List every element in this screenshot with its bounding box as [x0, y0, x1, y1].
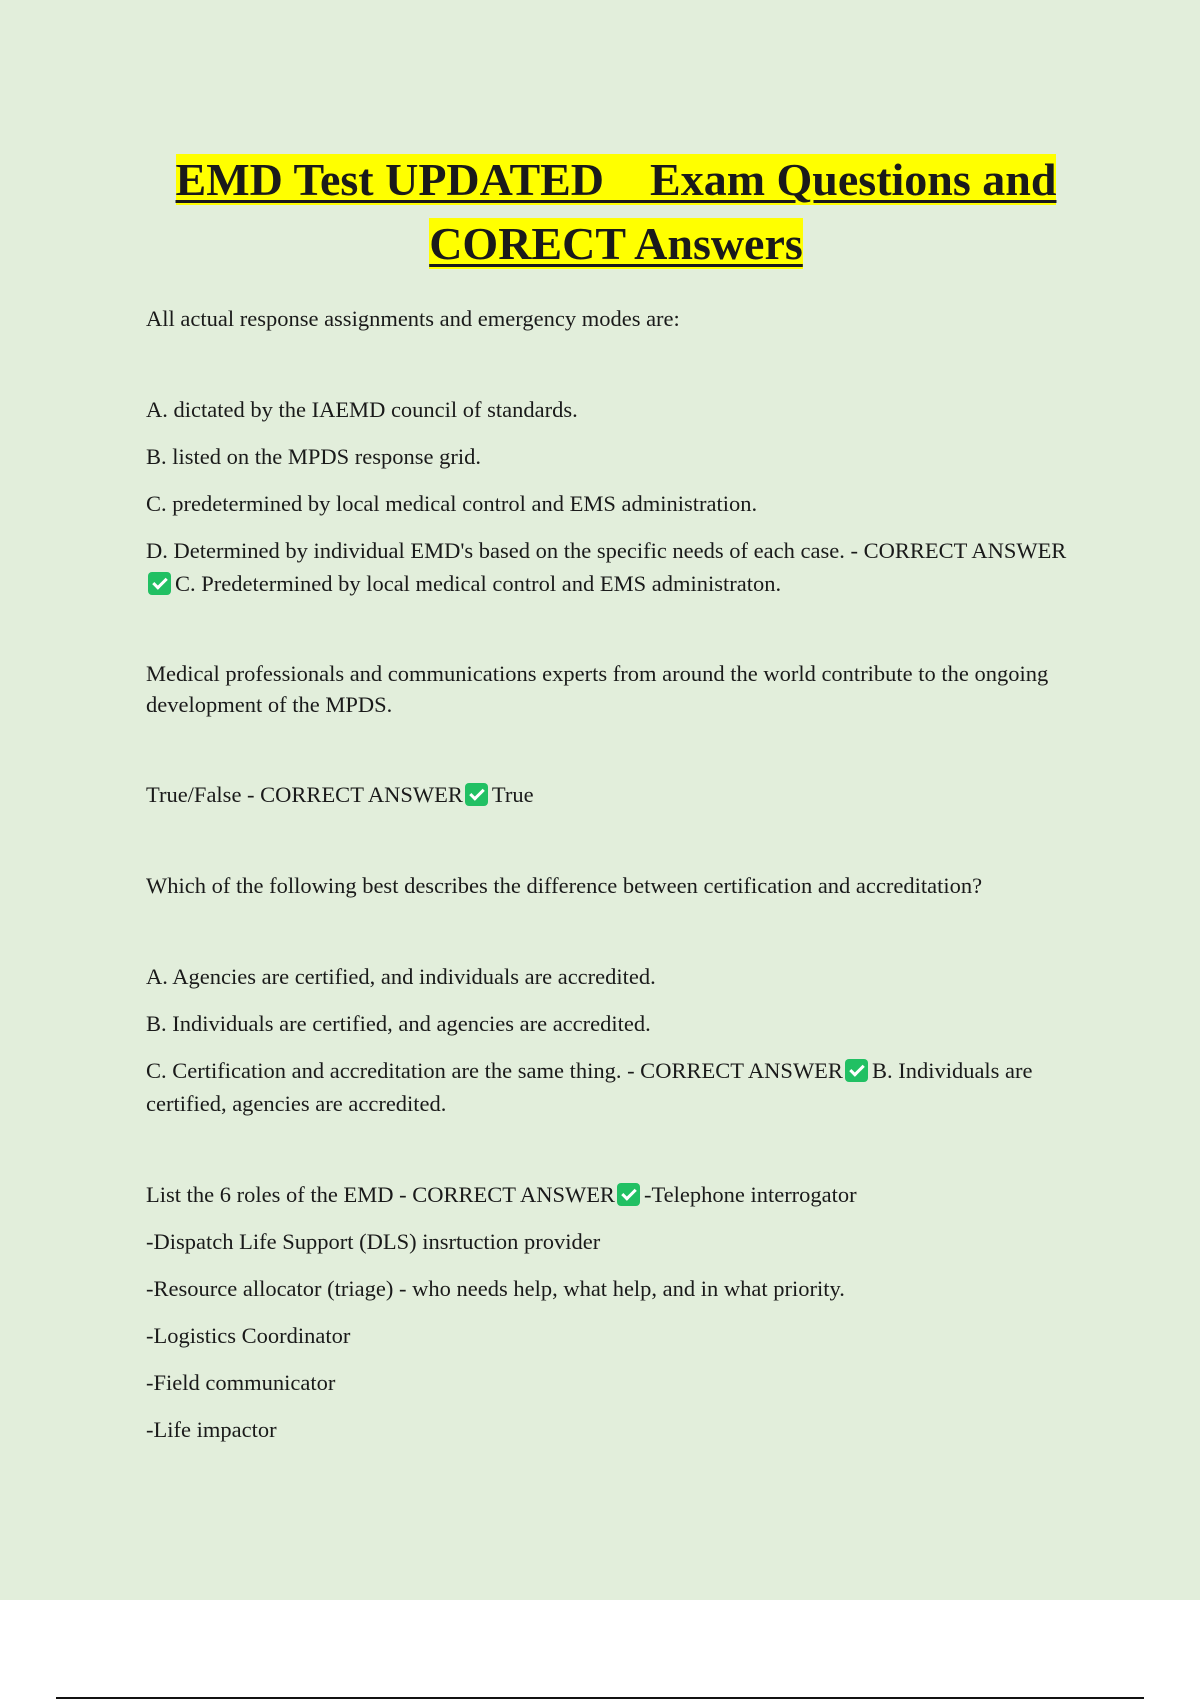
check-icon — [148, 572, 171, 595]
question-2-lead: True/False - CORRECT ANSWER — [146, 782, 463, 807]
question-4-line — [146, 1178, 1086, 1211]
question-3-prompt: Which of the following best describes the difference between certification and accreditation? — [146, 873, 983, 898]
page-divider — [56, 1697, 1144, 1699]
question-3-option-c-text: C. Certification and accreditation are the same thing. - CORRECT ANSWER — [146, 1058, 843, 1083]
title-line-2: CORECT Answers — [429, 218, 803, 269]
question-2-answer-line — [146, 778, 1086, 811]
question-4-role-3: -Resource allocator (triage) - who needs help, what help, and in what priority. — [146, 1276, 845, 1301]
question-1-option-a: A. dictated by the IAEMD council of standards. — [146, 397, 578, 422]
question-1-prompt: All actual response assignments and emergency modes are: — [146, 306, 680, 331]
document-content — [146, 148, 1086, 1446]
question-4-lead: List the 6 roles of the EMD - CORRECT ANSWER — [146, 1182, 615, 1207]
question-1-answer: C. Predetermined by local medical control and EMS administraton. — [175, 571, 782, 596]
title-line-1: EMD Test UPDATED Exam Questions and — [175, 154, 1057, 205]
question-4-role-1: -Telephone interrogator — [643, 1182, 857, 1207]
question-3-option-b: B. Individuals are certified, and agencies are accredited. — [146, 1011, 651, 1036]
question-3-answer: B. Individuals are certified, agencies are accredited. — [146, 1058, 1033, 1116]
check-icon — [617, 1183, 640, 1206]
question-4-role-4: -Logistics Coordinator — [146, 1323, 351, 1348]
question-3-option-a: A. Agencies are certified, and individuals are accredited. — [146, 964, 656, 989]
check-icon — [465, 783, 488, 806]
question-1-option-d-text: D. Determined by individual EMD's based on the specific needs of each case. - CORRECT ANSWER — [146, 538, 1067, 563]
question-1-option-b: B. listed on the MPDS response grid. — [146, 444, 481, 469]
question-3-option-c — [146, 1054, 1086, 1120]
question-2-answer: True — [491, 782, 534, 807]
question-4-role-6: -Life impactor — [146, 1417, 277, 1442]
question-4-role-2: -Dispatch Life Support (DLS) insrtuction provider — [146, 1229, 601, 1254]
question-1-option-c: C. predetermined by local medical control and EMS administration. — [146, 491, 758, 516]
question-4-role-5: -Field communicator — [146, 1370, 336, 1395]
check-icon — [845, 1059, 868, 1082]
question-1-option-d — [146, 534, 1086, 600]
document-title — [146, 148, 1086, 276]
question-2-prompt: Medical professionals and communications experts from around the world contribute to the ongoing development of the MPDS. — [146, 661, 1049, 717]
